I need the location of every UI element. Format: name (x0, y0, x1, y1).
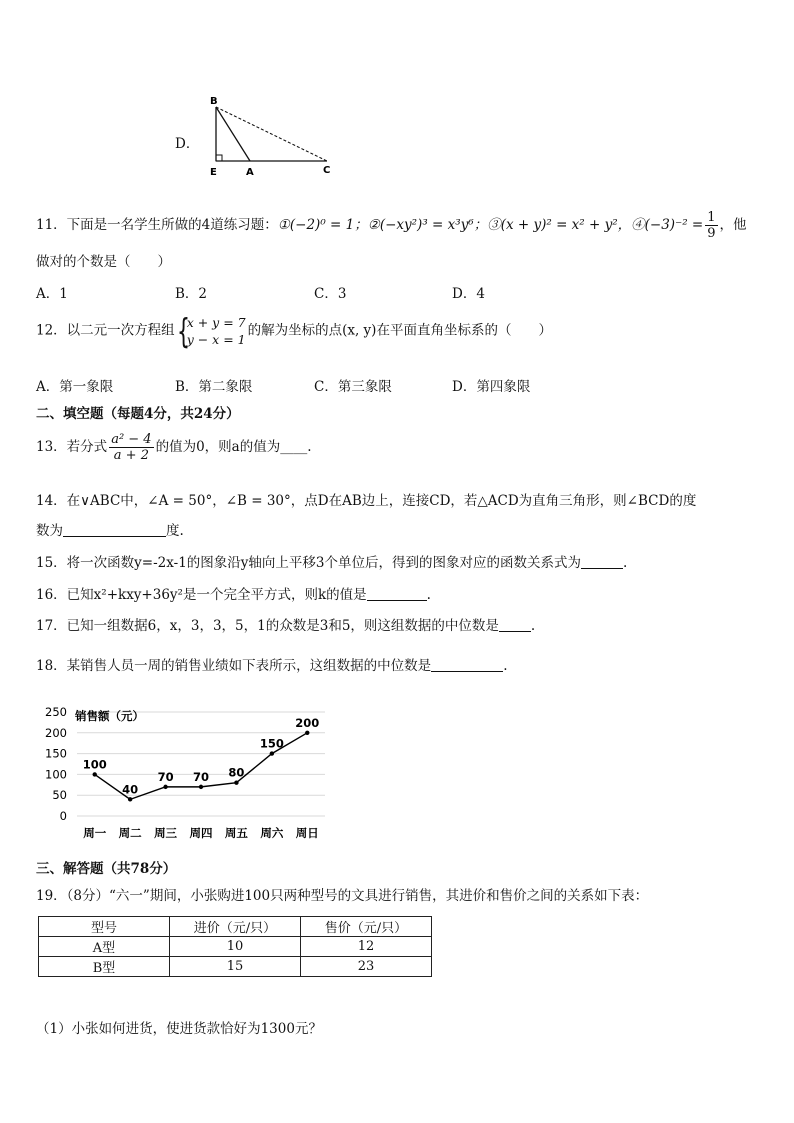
data-point (93, 772, 97, 776)
q11-option-d: D．4 (452, 286, 485, 302)
sales-line-chart (30, 700, 340, 845)
question-19: 19．（8分）“六一”期间，小张购进100只两种型号的文具进行销售，其进价和售价之间的关系如下表： (36, 888, 649, 904)
point-label-c: C (323, 165, 331, 176)
question-18: 18．某销售人员一周的销售业绩如下表所示，这组数据的中位数是 . (36, 658, 508, 674)
x-tick-label: 周四 (189, 826, 213, 840)
y-tick-label: 150 (45, 746, 67, 761)
data-label: 70 (157, 769, 174, 784)
table-cell: B型 (39, 957, 170, 977)
point-label-b: B (210, 96, 218, 107)
right-angle-mark (216, 155, 222, 161)
segment-ba (216, 107, 250, 161)
table-cell: 12 (301, 937, 432, 957)
q13-fraction: $\frac{\text{a² − 4}}{a + 2}$ (111, 432, 152, 463)
x-tick-label: 周日 (295, 826, 319, 840)
question-16: 16．已知x²+kxy+36y²是一个完全平方式，则k的值是 . (36, 587, 431, 603)
y-tick-label: 200 (45, 725, 67, 740)
q11-item-4: ④(−3)⁻² = (631, 217, 704, 233)
question-13: 13．若分式 $\frac{\text{a² − 4}}{a + 2}$ 的值为0，则a的值为____. (36, 432, 312, 463)
data-label: 100 (82, 757, 107, 772)
q12-option-b: B．第二象限 (175, 379, 253, 395)
q18-answer-blank[interactable] (431, 657, 503, 672)
q12-option-d: D．第四象限 (452, 379, 531, 395)
q12-option-a: A．第一象限 (36, 379, 114, 395)
q17-answer-blank[interactable] (499, 617, 531, 632)
question-19-part-1: （1）小张如何进货，使进货款恰好为1300元？ (36, 1021, 322, 1037)
chart-title: 销售额（元） (75, 709, 144, 723)
price-table (38, 916, 432, 977)
equation-system: { x + y = 7 y − x = 1 (176, 312, 246, 352)
option-d-label: D． (175, 136, 200, 152)
table-row (39, 937, 432, 957)
q14-answer-blank[interactable] (63, 522, 166, 537)
question-11-line1: 11．下面是一名学生所做的4道练习题：①(−2)⁰ = 1；②(−xy²)³ = x³y⁶；③(x + y)² = x² + y²，④(−3)⁻² = $\frac{1}{9}$ ，他 (36, 210, 747, 241)
q11-fraction: $\frac{1}{9}$ (707, 210, 716, 241)
q11-item-3: ③(x + y)² = x² + y²， (487, 217, 632, 233)
q11-item-2: ②(−xy²)³ = x³y⁶； (367, 217, 488, 233)
data-point (163, 785, 167, 789)
point-label-e: E (210, 167, 217, 178)
data-point (199, 785, 203, 789)
q16-answer-blank[interactable] (367, 586, 427, 601)
question-15: 15．将一次函数y=-2x-1的图象沿y轴向上平移3个单位后，得到的图象对应的函数关系式为 . (36, 555, 628, 571)
question-17: 17．已知一组数据6，x，3，3，5，1的众数是3和5，则这组数据的中位数是 . (36, 618, 536, 634)
table-header-cell: 售价（元/只） (301, 917, 432, 937)
question-14-line2: 数为 度. (36, 523, 184, 539)
question-11-line2: 做对的个数是（ ） (36, 254, 171, 270)
table-row (39, 957, 432, 977)
point-label-a: A (246, 167, 254, 178)
x-tick-label: 周一 (83, 826, 107, 840)
section-3-title: 三、解答题（共78分） (36, 861, 177, 877)
y-tick-label: 250 (45, 705, 67, 719)
data-point (234, 781, 238, 785)
y-tick-label: 100 (45, 767, 67, 782)
question-14-line1: 14．在∨ABC中，∠A = 50°，∠B = 30°，点D在AB边上，连接CD，若△ACD为直角三角形，则∠BCD的度 (36, 493, 697, 509)
x-tick-label: 周二 (118, 826, 142, 840)
data-point (128, 797, 132, 801)
x-tick-label: 周三 (154, 826, 178, 840)
y-tick-label: 0 (59, 809, 67, 823)
table-cell: A型 (39, 937, 170, 957)
x-tick-label: 周六 (260, 826, 284, 840)
table-cell: 10 (170, 937, 301, 957)
data-point (305, 731, 309, 735)
table-header-row (39, 917, 432, 937)
data-label: 80 (228, 765, 245, 780)
q12-option-c: C．第三象限 (314, 379, 392, 395)
q11-option-c: C．3 (314, 286, 347, 302)
section-2-title: 二、填空题（每题4分，共24分） (36, 406, 240, 422)
table-cell: 23 (301, 957, 432, 977)
q11-option-b: B．2 (175, 286, 208, 302)
q11-option-a: A．1 (36, 286, 68, 302)
data-point (270, 751, 274, 755)
y-tick-label: 50 (52, 788, 67, 803)
x-tick-label: 周五 (224, 826, 248, 840)
data-label: 150 (259, 736, 284, 751)
table-header-cell: 进价（元/只） (170, 917, 301, 937)
q11-item-1: ①(−2)⁰ = 1； (277, 217, 368, 233)
data-label: 70 (192, 769, 210, 784)
q15-answer-blank[interactable] (581, 554, 623, 569)
data-label: 40 (122, 782, 139, 797)
table-cell: 15 (170, 957, 301, 977)
table-header-cell: 型号 (39, 917, 170, 937)
triangle-figure (205, 92, 345, 180)
data-label: 200 (295, 715, 320, 730)
question-12: 12．以二元一次方程组 { x + y = 7 y − x = 1 的解为坐标的点(x, y)在平面直角坐标系的（ ） (36, 312, 552, 352)
